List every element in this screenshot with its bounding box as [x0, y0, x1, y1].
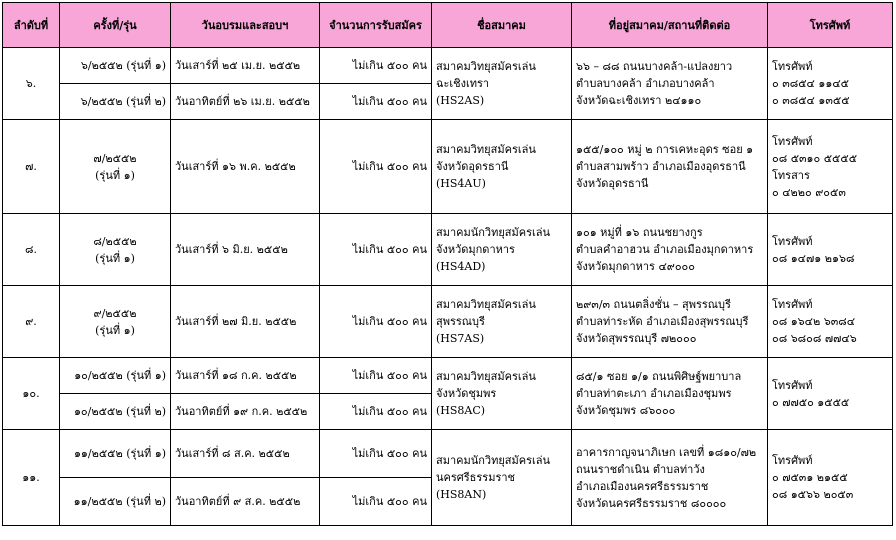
session-capacity: ไม่เกิน ๕๐๐ คน [320, 394, 432, 430]
session-date: วันอาทิตย์ที่ ๙ ส.ค. ๒๕๕๒ [171, 478, 320, 526]
session-round: ๘/๒๕๕๒ (รุ่นที่ ๑) [60, 214, 171, 286]
table-row [3, 120, 893, 214]
session-capacity: ไม่เกิน ๕๐๐ คน [320, 120, 432, 214]
association-line: (HS8AC) [436, 404, 486, 417]
address-line: ๒๙๓/๓ ถนนตลิ่งชั่น – สุพรรณบุรี [576, 298, 731, 311]
association-phone [768, 214, 893, 286]
phone-line: ๐ ๗๗๕๐ ๑๕๕๕ [772, 395, 850, 409]
address-line: จังหวัดชุมพร ๘๖๐๐๐ [576, 404, 676, 417]
table-row [3, 430, 893, 478]
address-line: จังหวัดนครศรีธรรมราช ๘๐๐๐๐ [576, 496, 727, 510]
phone-line: ๐ ๔๒๒๐ ๙๐๕๓ [772, 185, 846, 199]
address-line: ตำบลสามพร้าว อำเภอเมืองอุดรธานี [576, 160, 746, 173]
association-line: สมาคมวิทยุสมัครเล่น [436, 298, 536, 311]
association-line: (HS4AD) [436, 260, 486, 273]
session-round: ๑๐/๒๕๕๒ (รุ่นที่ ๑) [60, 358, 171, 394]
phone-line: ๐ ๗๕๓๑ ๒๑๕๕ [772, 471, 848, 484]
phone-line: ๐๘ ๑๔๗๑ ๒๑๖๘ [772, 251, 855, 265]
header-capacity: จำนวนการรับสมัคร [320, 3, 432, 48]
session-capacity: ไม่เกิน ๕๐๐ คน [320, 478, 432, 526]
address-line: จังหวัดมุกดาหาร ๔๙๐๐๐ [576, 260, 695, 273]
association-line: จังหวัดชุมพร [436, 387, 497, 400]
row-number: ๘. [3, 214, 60, 286]
phone-line: โทรสาร [772, 168, 810, 182]
association-phone [768, 120, 893, 214]
association-address [572, 120, 768, 214]
association-line: (HS4AU) [436, 177, 486, 190]
association-line: จังหวัดมุกดาหาร [436, 243, 515, 256]
session-date: วันเสาร์ที่ ๑๘ ก.ค. ๒๕๕๒ [171, 358, 320, 394]
table-row [3, 48, 893, 84]
session-round: ๑๑/๒๕๕๒ (รุ่นที่ ๑) [60, 430, 171, 478]
session-capacity: ไม่เกิน ๕๐๐ คน [320, 358, 432, 394]
association-phone [768, 286, 893, 358]
association-name [432, 48, 572, 120]
phone-line: โทรศัพท์ [772, 298, 813, 311]
row-number: ๑๐. [3, 358, 60, 430]
phone-line: ๐๘ ๖๘๐๘ ๗๗๔๖ [772, 332, 857, 345]
session-date: วันเสาร์ที่ ๘ ส.ค. ๒๕๕๒ [171, 430, 320, 478]
association-name [432, 120, 572, 214]
session-round: ๙/๒๕๕๒ (รุ่นที่ ๑) [60, 286, 171, 358]
address-line: ตำบลบางคล้า อำเภอบางคล้า [576, 77, 715, 90]
header-row [3, 3, 893, 48]
phone-line: โทรศัพท์ [772, 454, 813, 467]
phone-line: ๐๘ ๕๓๑๐ ๕๕๕๕ [772, 151, 858, 165]
session-date: วันเสาร์ที่ ๒๕ เม.ย. ๒๕๕๒ [171, 48, 320, 84]
phone-line: โทรศัพท์ [772, 134, 813, 148]
header-round: ครั้งที่/รุ่น [60, 3, 171, 48]
association-name [432, 214, 572, 286]
association-phone [768, 358, 893, 430]
association-line: สมาคมนักวิทยุสมัครเล่น [436, 226, 551, 239]
association-line: (HS7AS) [436, 332, 485, 345]
phone-line: โทรศัพท์ [772, 234, 813, 248]
header-no: ลำดับที่ [3, 3, 60, 48]
header-phone: โทรศัพท์ [768, 3, 893, 48]
association-line: จังหวัดอุดรธานี [436, 160, 509, 173]
phone-line: โทรศัพท์ [772, 378, 813, 392]
association-line: สมาคมวิทยุสมัครเล่น [436, 143, 536, 156]
session-round: ๖/๒๕๕๒ (รุ่นที่ ๑) [60, 48, 171, 84]
address-line: จังหวัดสุพรรณบุรี ๗๒๐๐๐ [576, 332, 697, 345]
session-round: ๗/๒๕๕๒ (รุ่นที่ ๑) [60, 120, 171, 214]
session-round: ๑๐/๒๕๕๒ (รุ่นที่ ๒) [60, 394, 171, 430]
address-line: ๖๖ – ๘๘ ถนนบางคล้า-แปลงยาว [576, 60, 733, 73]
association-name [432, 358, 572, 430]
session-capacity: ไม่เกิน ๕๐๐ คน [320, 286, 432, 358]
session-date: วันอาทิตย์ที่ ๑๙ ก.ค. ๒๕๕๒ [171, 394, 320, 430]
association-line: (HS8AN) [436, 488, 487, 501]
phone-line: ๐๘ ๑๖๔๒ ๖๓๘๔ [772, 315, 856, 328]
association-address [572, 430, 768, 526]
address-line: อำเภอเมืองนครศรีธรรมราช [576, 479, 709, 493]
phone-line: ๐ ๓๘๕๔ ๑๑๔๕ [772, 77, 849, 90]
session-date: วันเสาร์ที่ ๒๗ มิ.ย. ๒๕๕๒ [171, 286, 320, 358]
table-row [3, 286, 893, 358]
row-number: ๗. [3, 120, 60, 214]
session-round: ๑๑/๒๕๕๒ (รุ่นที่ ๒) [60, 478, 171, 526]
session-capacity: ไม่เกิน ๕๐๐ คน [320, 84, 432, 120]
address-line: ๘๕/๑ ซอย ๑/๑ ถนนพิศิษฐ์พยาบาล [576, 370, 742, 383]
address-line: ถนนราชดำเนิน ตำบลท่าวัง [576, 462, 705, 476]
session-date: วันอาทิตย์ที่ ๒๖ เม.ย. ๒๕๕๒ [171, 84, 320, 120]
row-number: ๙. [3, 286, 60, 358]
session-date: วันเสาร์ที่ ๖ มิ.ย. ๒๕๕๒ [171, 214, 320, 286]
header-address: ที่อยู่สมาคม/สถานที่ติดต่อ [572, 3, 768, 48]
session-date: วันเสาร์ที่ ๑๖ พ.ค. ๒๕๕๒ [171, 120, 320, 214]
phone-line: โทรศัพท์ [772, 60, 813, 73]
association-line: สมาคมวิทยุสมัครเล่น [436, 370, 536, 383]
session-capacity: ไม่เกิน ๕๐๐ คน [320, 214, 432, 286]
association-name [432, 430, 572, 526]
association-line: สมาคมนักวิทยุสมัครเล่น [436, 454, 551, 467]
association-line: สุพรรณบุรี [436, 315, 485, 328]
address-line: ตำบลท่าระหัด อำเภอเมืองสุพรรณบุรี [576, 315, 749, 328]
address-line: จังหวัดอุดรธานี [576, 177, 649, 190]
address-line: ตำบลท่าตะเภา อำเภอเมืองชุมพร [576, 387, 732, 400]
association-name [432, 286, 572, 358]
association-line: นครศรีธรรมราช [436, 471, 516, 484]
session-round: ๖/๒๕๕๒ (รุ่นที่ ๒) [60, 84, 171, 120]
address-line: ๑๕๕/๑๐๐ หมู่ ๒ การเคหะอุดร ซอย ๑ [576, 143, 754, 156]
training-schedule-table [2, 2, 893, 526]
row-number: ๑๑. [3, 430, 60, 526]
address-line: ๑๐๑ หมู่ที่ ๑๖ ถนนชยางกูร [576, 226, 703, 239]
header-date: วันอบรมและสอบฯ [171, 3, 320, 48]
association-phone [768, 48, 893, 120]
association-address [572, 286, 768, 358]
session-capacity: ไม่เกิน ๕๐๐ คน [320, 430, 432, 478]
header-association: ชื่อสมาคม [432, 3, 572, 48]
phone-line: ๐ ๓๘๕๔ ๑๓๕๕ [772, 94, 850, 107]
row-number: ๖. [3, 48, 60, 120]
session-capacity: ไม่เกิน ๕๐๐ คน [320, 48, 432, 84]
association-line: ฉะเชิงเทรา [436, 77, 490, 90]
association-line: สมาคมวิทยุสมัครเล่น [436, 60, 536, 73]
association-address [572, 48, 768, 120]
association-phone [768, 430, 893, 526]
address-line: จังหวัดฉะเชิงเทรา ๒๔๑๑๐ [576, 94, 702, 107]
address-line: อาคารกาญจนาภิเษก เลขที่ ๑๘๑๐/๗๒ [576, 445, 757, 459]
phone-line: ๐๘ ๑๕๖๖ ๒๐๕๓ [772, 488, 854, 501]
association-address [572, 214, 768, 286]
address-line: ตำบลคำอาฮวน อำเภอเมืองมุกดาหาร [576, 243, 754, 256]
table-row [3, 214, 893, 286]
association-address [572, 358, 768, 430]
table-row [3, 358, 893, 394]
association-line: (HS2AS) [436, 94, 485, 107]
